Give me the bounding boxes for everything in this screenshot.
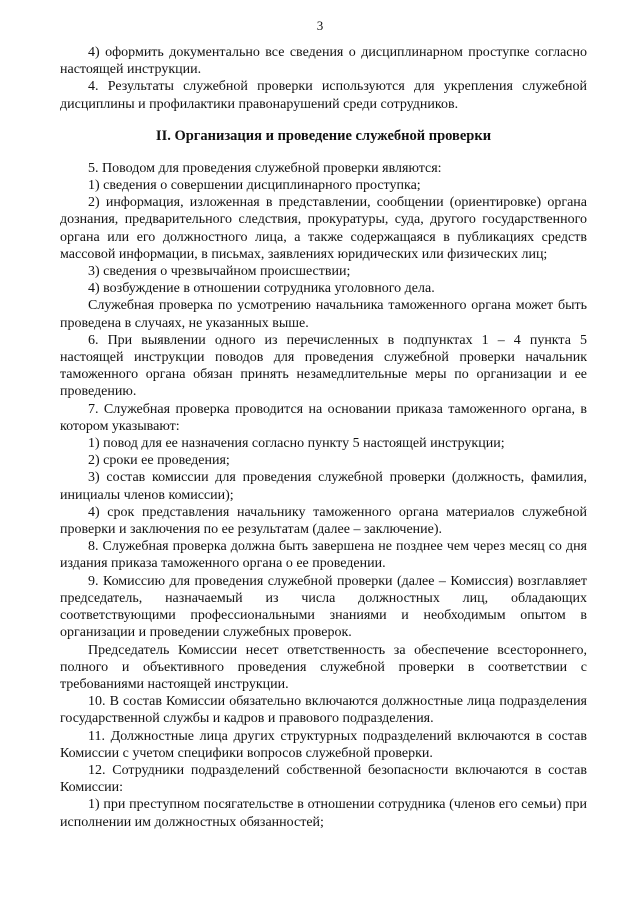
- paragraph-5-subitem-3: 3) сведения о чрезвычайном происшествии;: [88, 264, 351, 280]
- document-body: [60, 44, 587, 831]
- paragraph-6: 6. При выявлении одного из перечисленных в подпунктах 1 – 4 пункта 5 настоящей инструкции поводов для проведения служебной проверки начальник таможенного органа обязан принять незамедлительные меры по организации и ее проведению.: [60, 332, 587, 400]
- paragraph-5-note: Служебная проверка по усмотрению начальника таможенного органа может быть проведена в случаях, не указанных выше.: [60, 298, 587, 331]
- paragraph-11: 11. Должностные лица других структурных подразделений включаются в состав Комиссии с учетом специфики вопросов служебной проверки.: [60, 728, 587, 761]
- paragraph-7-subitem-3: 3) состав комиссии для проведения служебной проверки (должность, фамилия, инициалы членов комиссии);: [60, 470, 587, 503]
- paragraph-7: 7. Служебная проверка проводится на основании приказа таможенного органа, в котором указывают:: [60, 401, 587, 434]
- paragraph-9-chair: Председатель Комиссии несет ответственность за обеспечение всестороннего, полного и объективного проведения служебной проверки в соответствии с требованиями настоящей инструкции.: [60, 642, 587, 692]
- section-heading: II. Организация и проведение служебной проверки: [155, 127, 492, 144]
- paragraph-7-subitem-2: 2) сроки ее проведения;: [88, 453, 230, 469]
- paragraph-7-subitem-4: 4) срок представления начальнику таможенного органа материалов служебной проверки и заключения по ее результатам (далее – заключение).: [60, 504, 587, 538]
- paragraph-5-subitem-1: 1) сведения о совершении дисциплинарного проступка;: [88, 178, 421, 194]
- paragraph-7-subitem-1: 1) повод для ее назначения согласно пункту 5 настоящей инструкции;: [88, 436, 505, 452]
- paragraph-12-subitem-1: 1) при преступном посягательстве в отношении сотрудника (членов его семьи) при исполнении им должностных обязанностей;: [60, 797, 587, 830]
- paragraph-8: 8. Служебная проверка должна быть завершена не позднее чем через месяц со дня издания приказа таможенного органа о ее проведении.: [60, 539, 587, 572]
- page-number: 3: [316, 18, 324, 33]
- paragraph-5-subitem-4: 4) возбуждение в отношении сотрудника уголовного дела.: [88, 281, 435, 297]
- paragraph-12: 12. Сотрудники подразделений собственной безопасности включаются в состав Комиссии:: [60, 762, 587, 796]
- paragraph-5-subitem-2: 2) информация, изложенная в представлении, сообщении (ориентировке) органа дознания, предварительного следствия, прокуратуры, суда, другого государственного органа или его должностного лица, а также содержащаяся в публикациях средств массовой информации, в письмах, заявлениях юридических или физических лиц;: [60, 195, 587, 262]
- paragraph-10: 10. В состав Комиссии обязательно включаются должностные лица подразделения государственной службы и кадров и правового подразделения.: [60, 694, 587, 727]
- paragraph-9: 9. Комиссию для проведения служебной проверки (далее – Комиссия) возглавляет председатель, назначаемый из числа должностных лиц, обладающих соответствующими профессиональными знаниями и необходимым опытом в организации и проведении служебных проверок.: [60, 573, 587, 641]
- paragraph-5: 5. Поводом для проведения служебной проверки являются:: [88, 160, 442, 176]
- paragraph-item-4-subitem-4: 4) оформить документально все сведения о дисциплинарном проступке согласно настоящей инструкции.: [60, 45, 587, 78]
- paragraph-4: 4. Результаты служебной проверки используются для укрепления служебной дисциплины и профилактики правонарушений среди сотрудников.: [60, 79, 587, 112]
